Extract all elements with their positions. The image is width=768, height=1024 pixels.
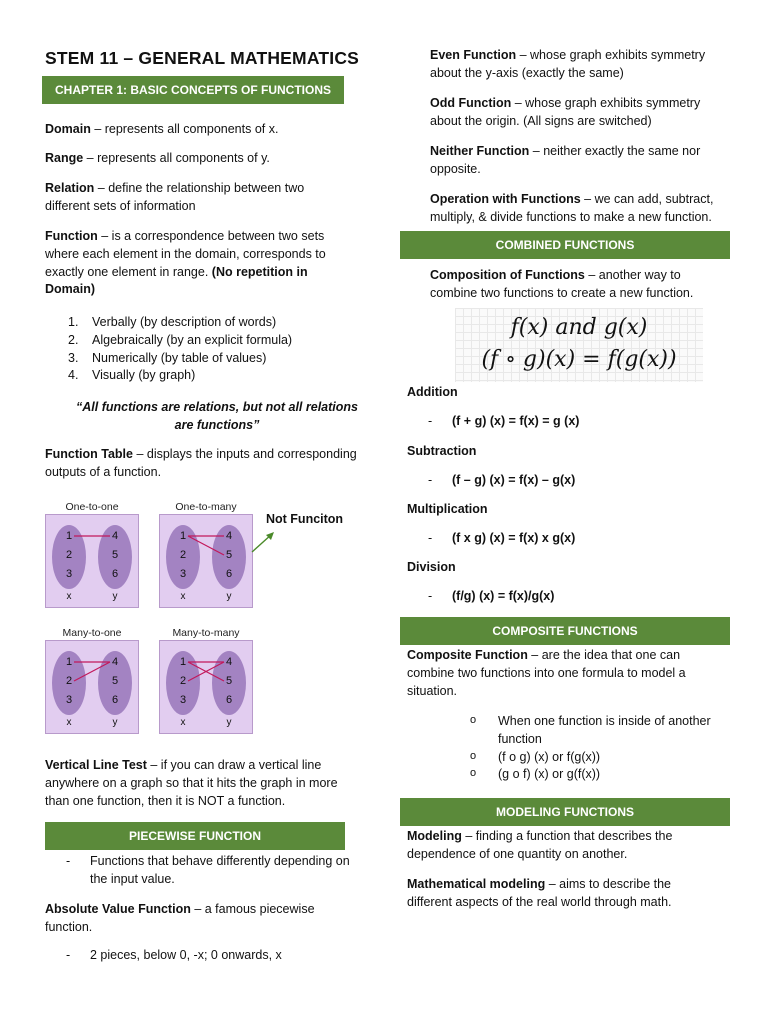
division-formula: - (f/g) (x) = f(x)/g(x) (428, 589, 555, 603)
relation-definition (45, 180, 330, 216)
composition-formula (455, 308, 703, 382)
function-term: Function (45, 229, 98, 243)
absolute-pieces-item: - 2 pieces, below 0, -x; 0 onwards, x (66, 948, 282, 962)
mapping-diagram-one-to-one: 1 2 3 4 5 6 x y (45, 514, 139, 608)
neither-function-definition: Neither Function – neither exactly the same nor opposite. (430, 144, 701, 176)
function-def: – is a correspondence between two sets where each element in the domain, corresponds to exactly one element in range. (45, 229, 326, 279)
label-many-to-many: Many-to-many (172, 627, 240, 639)
range-definition (45, 150, 365, 168)
even-function-definition: Even Function – whose graph exhibits symmetry about the y-axis (exactly the same) (430, 48, 706, 80)
formula-line-2: (f ∘ g)(x) = f(g(x)) (481, 347, 677, 372)
formula-line-1: f(x) and g(x) (510, 315, 648, 340)
page-title: STEM 11 – GENERAL MATHEMATICS (45, 48, 360, 68)
function-table-definition (45, 446, 365, 482)
function-definition (45, 228, 345, 299)
subtraction-label: Subtraction (407, 444, 477, 458)
subtraction-formula: - (f – g) (x) = f(x) – g(x) (428, 473, 576, 487)
list-item: 2. Algebraically (by an explicit formula) (68, 332, 293, 347)
list-item: o When one function is inside of another function (470, 714, 711, 746)
domain-def: – represents all components of x. (90, 122, 279, 136)
relation-def: – define the relationship between two different sets of information (45, 181, 305, 213)
addition-label: Addition (407, 385, 458, 399)
list-item: o (g o f) (x) or g(f(x)) (470, 767, 601, 782)
composite-definition: Composite Function – are the idea that one can combine two functions into one formula to model a situation. (407, 648, 686, 698)
vertical-line-test-definition (45, 757, 365, 810)
combined-functions-banner: COMBINED FUNCTIONS (400, 231, 730, 259)
functions-quote: “All functions are relations, but not all relations are functions” (76, 400, 358, 432)
multiplication-formula: - (f x g) (x) = f(x) x g(x) (428, 531, 576, 545)
modeling-definition: Modeling – finding a function that describes the dependence of one quantity on another. (407, 829, 673, 861)
mapping-line (74, 662, 110, 681)
absolute-def: – a famous piecewise function. (45, 902, 315, 934)
vertical-line-term: Vertical Line Test (45, 758, 147, 772)
composition-definition: Composition of Functions – another way to combine two functions to create a new function. (430, 268, 694, 300)
domain-term: Domain (45, 122, 91, 136)
mapping-diagram-many-to-one: 1 2 3 4 5 6 x y (45, 640, 139, 734)
not-function-label: Not Funciton (266, 512, 344, 526)
mapping-arrows (46, 641, 140, 735)
list-item: o (f o g) (x) or f(g(x)) (470, 749, 601, 764)
arrow-icon (250, 528, 280, 558)
function-note: (No repetition in Domain) (45, 264, 308, 297)
label-one-to-one: One-to-one (65, 501, 119, 513)
label-one-to-many: One-to-many (175, 501, 237, 513)
list-item: 4. Visually (by graph) (68, 368, 196, 383)
absolute-value-definition (45, 901, 345, 937)
list-item: 1. Verbally (by description of words) (68, 315, 277, 329)
mapping-arrows (160, 515, 254, 609)
mapping-arrows (46, 515, 140, 609)
odd-function-definition: Odd Function – whose graph exhibits symmetry about the origin. (All signs are switched) (430, 96, 701, 128)
piecewise-banner: PIECEWISE FUNCTION (45, 822, 345, 850)
list-item: 3. Numerically (by table of values) (68, 350, 267, 365)
range-def: – represents all components of y. (83, 151, 270, 165)
function-table-term: Function Table (45, 447, 133, 461)
composite-functions-banner: COMPOSITE FUNCTIONS (400, 617, 730, 645)
vertical-line-def: – if you can draw a vertical line anywhere on a graph so that it hits the graph in more than one function, then it is NOT a function. (45, 758, 338, 808)
representation-list (68, 314, 358, 385)
addition-formula: - (f + g) (x) = f(x) = g (x) (428, 414, 580, 428)
domain-definition (45, 121, 365, 139)
division-label: Division (407, 560, 456, 574)
composite-list (470, 713, 730, 784)
relation-term: Relation (45, 181, 95, 195)
chapter-banner: CHAPTER 1: BASIC CONCEPTS OF FUNCTIONS (42, 76, 344, 104)
mapping-diagram-one-to-many: 1 2 3 4 5 6 x y (159, 514, 253, 608)
range-term: Range (45, 151, 84, 165)
label-many-to-one: Many-to-one (62, 627, 122, 639)
math-modeling-definition: Mathematical modeling – aims to describe the different aspects of the real world through math. (407, 877, 672, 909)
piecewise-item: - Functions that behave differently depending on the input value. (66, 854, 350, 886)
modeling-functions-banner: MODELING FUNCTIONS (400, 798, 730, 826)
mapping-arrows (160, 641, 254, 735)
multiplication-label: Multiplication (407, 502, 488, 516)
function-table-def: – displays the inputs and corresponding outputs of a function. (45, 447, 357, 479)
operation-definition: Operation with Functions – we can add, subtract, multiply, & divide functions to make a new function. (430, 192, 714, 224)
absolute-term: Absolute Value Function (45, 902, 191, 916)
mapping-line (188, 536, 224, 555)
mapping-diagram-many-to-many: 1 2 3 4 5 6 x y (159, 640, 253, 734)
